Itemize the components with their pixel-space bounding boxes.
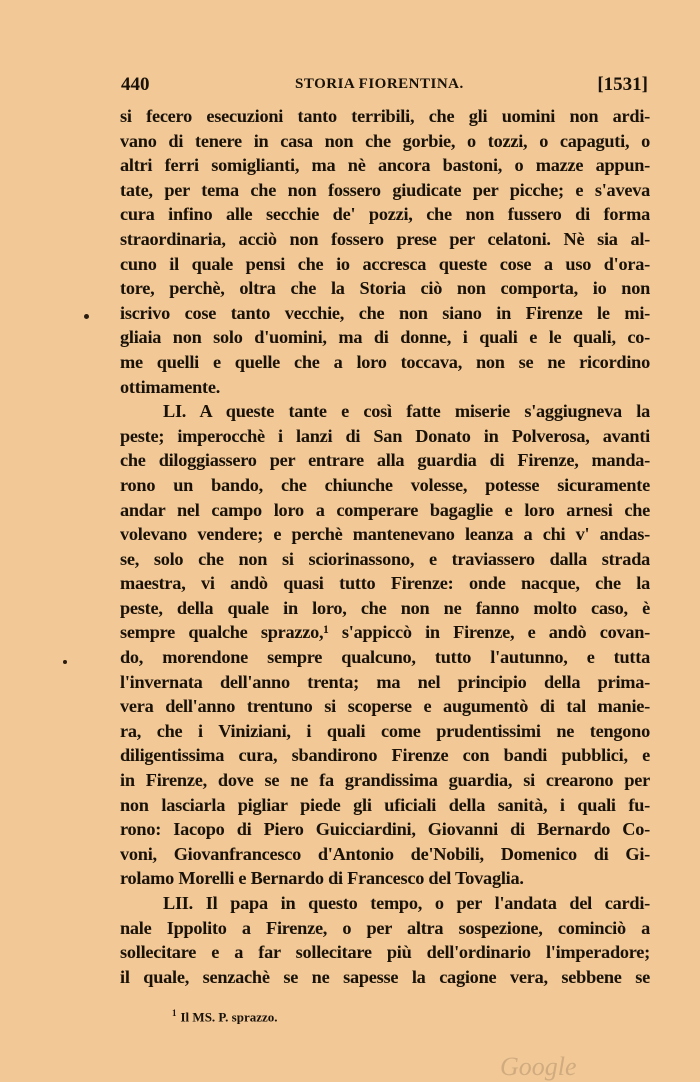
text-line: peste; imperocchè i lanzi di San Donato in Polverosa, avanti bbox=[120, 425, 650, 446]
year-marker: [1531] bbox=[597, 74, 648, 95]
text-line: straordinaria, acciò non fossero prese per celatoni. Nè sia al- bbox=[120, 228, 650, 249]
text-line: sempre qualche sprazzo,¹ s'appiccò in Firenze, e andò covan- bbox=[120, 622, 650, 643]
page-number: 440 bbox=[121, 74, 150, 95]
text-line: gliaia non solo d'uomini, ma di donne, i quali e le quali, co- bbox=[120, 327, 650, 348]
text-line: in Firenze, dove se ne fa grandissima guardia, si crearono per bbox=[120, 770, 650, 791]
text-line: il quale, senzachè se ne sapesse la cagione vera, sebbene se bbox=[120, 966, 650, 987]
watermark: Google bbox=[500, 1052, 577, 1081]
text-line: cura infino alle secchie de' pozzi, che non fussero di forma bbox=[120, 204, 650, 225]
section-li-start: LI. A queste tante e così fatte miserie s'aggiugneva la bbox=[163, 401, 650, 422]
text-line: che diloggiassero per entrare alla guardia di Firenze, manda- bbox=[120, 450, 650, 471]
margin-mark-dot bbox=[63, 660, 67, 664]
text-line: nale Ippolito a Firenze, o per altra sospezione, cominciò a bbox=[120, 917, 650, 938]
text-line: maestra, vi andò quasi tutto Firenze: onde nacque, che la bbox=[120, 573, 650, 594]
text-line: volevano vendere; e perchè mantenevano leanza a chi v' andas- bbox=[120, 524, 650, 545]
text-line: l'invernata dell'anno trenta; ma nel principio della prima- bbox=[120, 671, 650, 692]
text-line: vano di tenere in casa non che gorbie, o tozzi, o capaguti, o bbox=[120, 130, 650, 151]
text-line: andar nel campo loro a comperare bagaglie e loro arnesi che bbox=[120, 499, 650, 520]
margin-mark-dot bbox=[84, 314, 89, 319]
text-line: se, solo che non si sciorinassono, e traviassero dalla strada bbox=[120, 548, 650, 569]
text-line: ottimamente. bbox=[120, 376, 221, 397]
section-lii-start: LII. Il papa in questo tempo, o per l'andata del cardi- bbox=[163, 893, 650, 913]
text-line: si fecero esecuzioni tanto terribili, che gli uomini non ardi- bbox=[120, 106, 650, 126]
footnote-marker: 1 bbox=[172, 1008, 177, 1018]
text-line: rono un bando, che chiunche volesse, potesse sicuramente bbox=[120, 474, 650, 495]
text-line: diligentissima cura, sbandirono Firenze con bandi pubblici, e bbox=[120, 745, 650, 766]
running-title: STORIA FIORENTINA. bbox=[295, 76, 464, 92]
text-line: ra, che i Viniziani, i quali come prudentissimi ne tengono bbox=[120, 720, 650, 741]
text-line: vera dell'anno trentuno si scoperse e augumentò di tal manie- bbox=[120, 696, 650, 717]
text-line: cuno il quale pensi che io accresca queste cose a uso d'ora- bbox=[120, 253, 650, 274]
text-line: peste, della quale in loro, che non ne fanno molto caso, è bbox=[120, 597, 650, 618]
text-line: tore, perchè, oltra che la Storia ciò non comporta, io non bbox=[120, 278, 650, 299]
text-line: iscrivo cose tanto vecchie, che non siano in Firenze le mi- bbox=[120, 302, 650, 323]
text-line: rono: Iacopo di Piero Guicciardini, Giovanni di Bernardo Co- bbox=[120, 819, 650, 840]
footnote-text: Il MS. P. sprazzo. bbox=[180, 1009, 278, 1025]
text-line: tate, per tema che non fossero giudicate per picche; e s'aveva bbox=[120, 179, 650, 200]
body-text bbox=[120, 104, 650, 989]
page-header bbox=[121, 74, 648, 100]
text-line: do, morendone sempre qualcuno, tutto l'autunno, e tutta bbox=[120, 647, 650, 668]
text-line: rolamo Morelli e Bernardo di Francesco del Tovaglia. bbox=[120, 868, 524, 889]
text-line: me quelli e quelle che a loro toccava, non se ne ricordino bbox=[120, 351, 650, 372]
footnote bbox=[172, 1008, 278, 1025]
text-line: sollecitare e a far sollecitare più dell'ordinario l'imperadore; bbox=[120, 942, 650, 963]
text-line: altri ferri somiglianti, ma nè ancora bastoni, o mazze appun- bbox=[120, 155, 650, 176]
text-line: voni, Giovanfrancesco d'Antonio de'Nobili, Domenico di Gi- bbox=[120, 843, 650, 864]
text-line: non lasciarla pigliar piede gli uficiali della sanità, i quali fu- bbox=[120, 794, 650, 815]
